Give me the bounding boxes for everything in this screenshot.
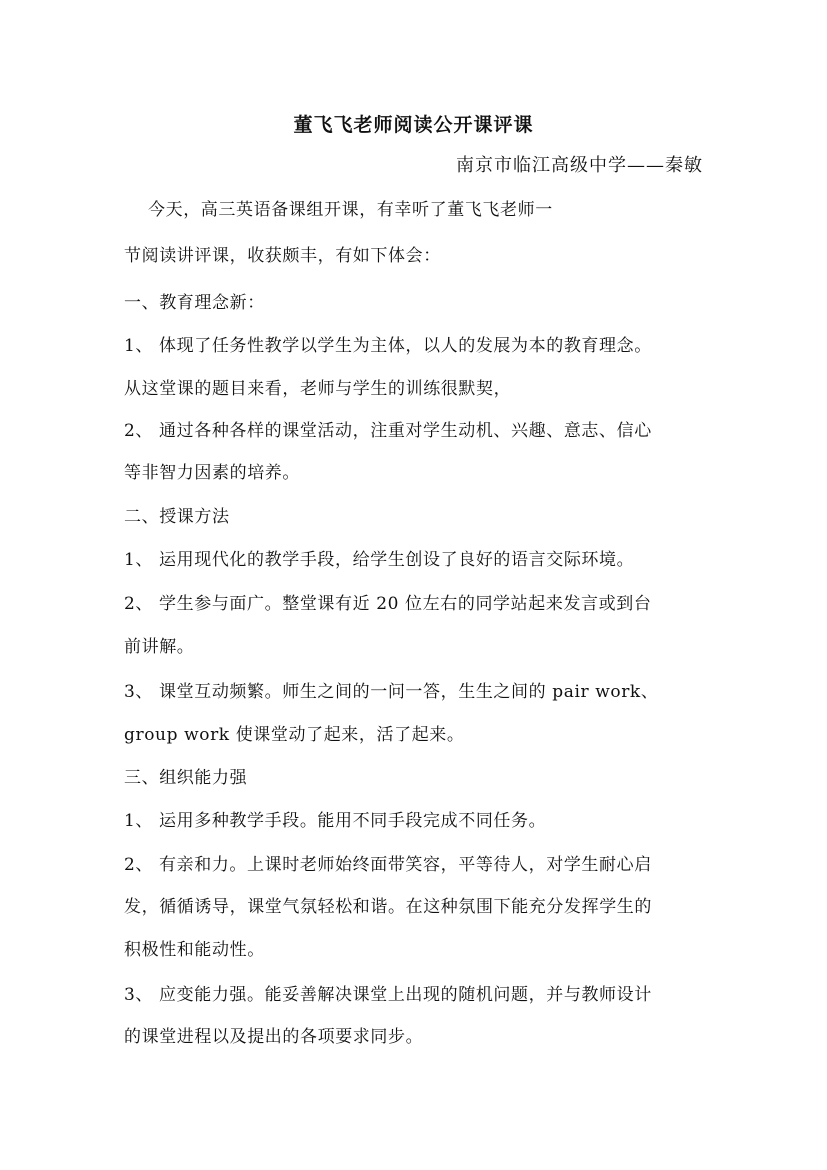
paragraph-line: 今天，高三英语备课组开课，有幸听了董飞飞老师一 (148, 200, 553, 220)
paragraph-line: 从这堂课的题目来看，老师与学生的训练很默契， (124, 379, 512, 399)
list-item: 1、 体现了任务性教学以学生为主体，以人的发展为本的教育理念。 (124, 336, 652, 356)
paragraph-line: group work 使课堂动了起来，活了起来。 (124, 725, 465, 745)
section-heading: 三、组织能力强 (124, 768, 248, 788)
paragraph-line: 发，循循诱导，课堂气氛轻松和谐。在这种氛围下能充分发挥学生的 (124, 897, 652, 917)
list-item: 1、 运用多种教学手段。能用不同手段完成不同任务。 (124, 811, 547, 831)
list-item: 2、 学生参与面广。整堂课有近 20 位左右的同学站起来发言或到台 (124, 594, 652, 614)
paragraph-line: 积极性和能动性。 (124, 940, 265, 960)
paragraph-line: 节阅读讲评课，收获颇丰，有如下体会： (124, 246, 441, 266)
list-item: 2、 通过各种各样的课堂活动，注重对学生动机、兴趣、意志、信心 (124, 421, 652, 441)
paragraph-line: 前讲解。 (124, 637, 195, 657)
list-item: 2、 有亲和力。上课时老师始终面带笑容，平等待人，对学生耐心启 (124, 855, 652, 875)
list-item: 1、 运用现代化的教学手段，给学生创设了良好的语言交际环境。 (124, 550, 635, 570)
section-heading: 一、教育理念新： (124, 293, 265, 313)
list-item: 3、 应变能力强。能妥善解决课堂上出现的随机问题，并与教师设计 (124, 985, 652, 1005)
paragraph-line: 等非智力因素的培养。 (124, 463, 300, 483)
section-heading: 二、授课方法 (124, 507, 230, 527)
paragraph-line: 的课堂进程以及提出的各项要求同步。 (124, 1027, 424, 1047)
list-item: 3、 课堂互动频繁。师生之间的一问一答，生生之间的 pair work、 (124, 682, 659, 702)
document-author: 南京市临江高级中学——秦敏 (456, 155, 703, 176)
document-title: 董飞飞老师阅读公开课评课 (293, 114, 534, 136)
